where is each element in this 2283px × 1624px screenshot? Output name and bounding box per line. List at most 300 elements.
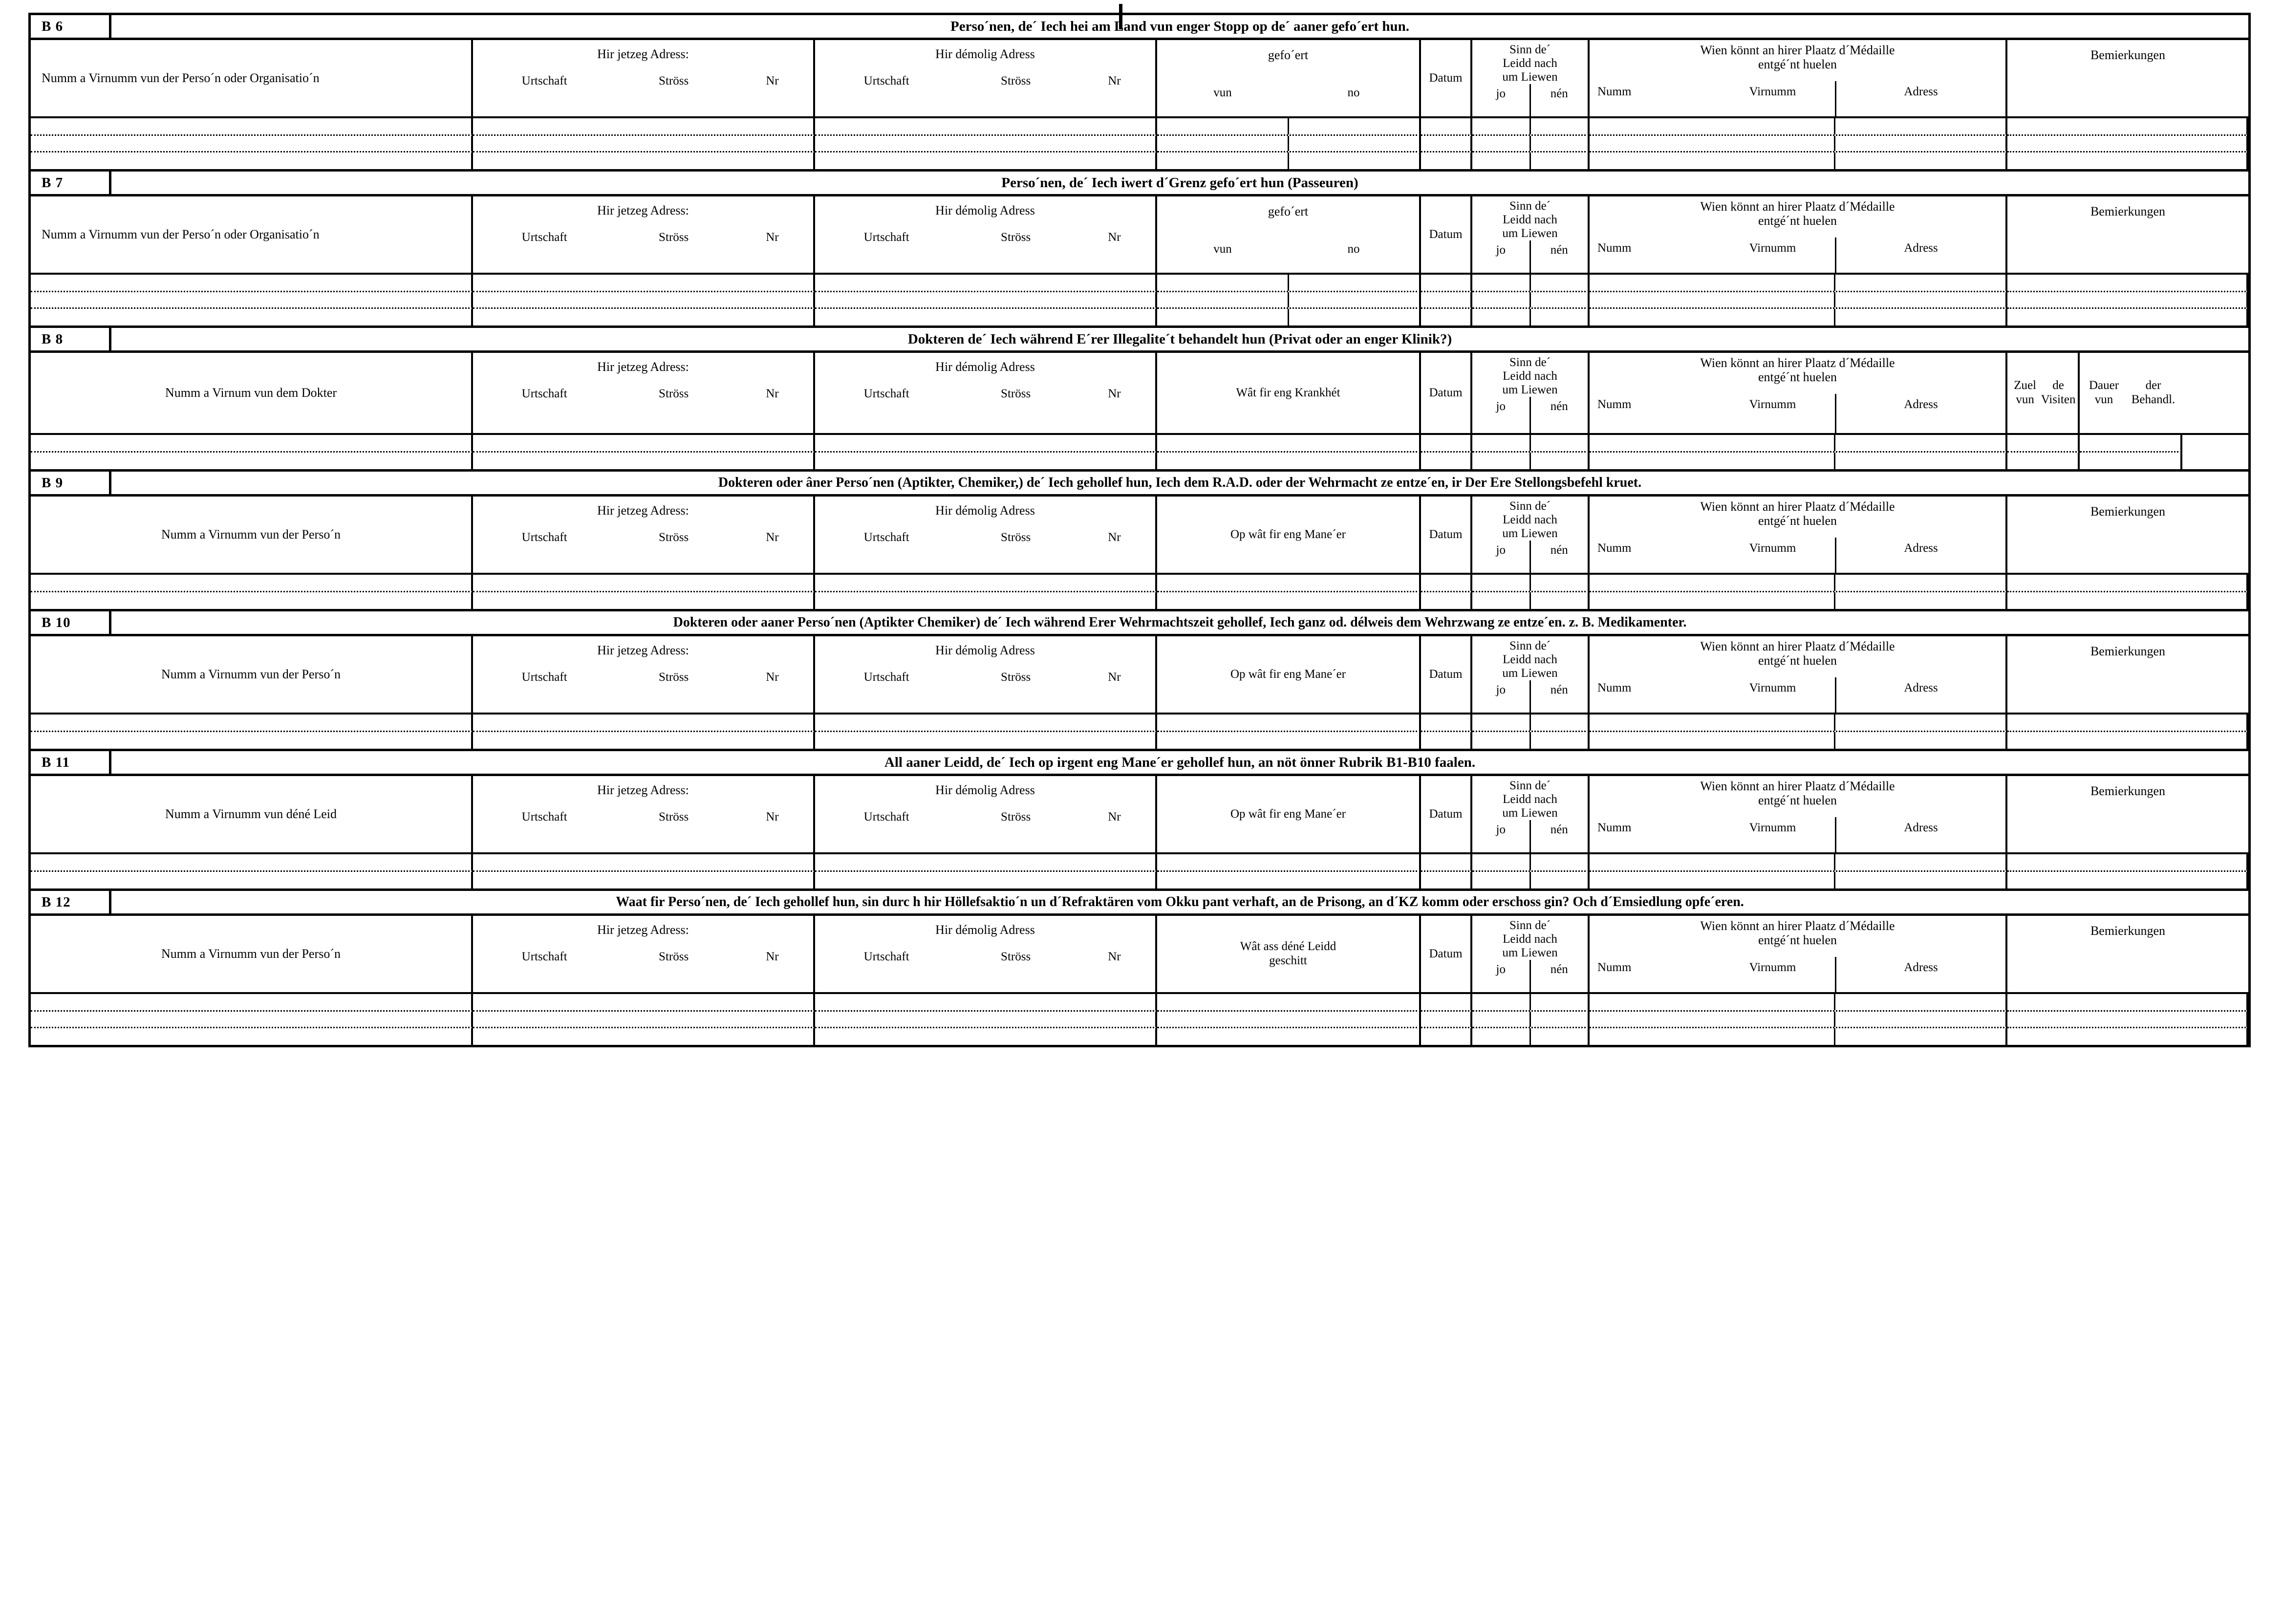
entry-datum[interactable] xyxy=(1421,453,1472,469)
entry-nr[interactable] xyxy=(1074,732,1155,749)
entry-zuel[interactable] xyxy=(2007,435,2080,453)
entry-stross[interactable] xyxy=(616,453,732,469)
entry-wien-adress[interactable] xyxy=(1834,435,2005,451)
entry-urtschaft[interactable] xyxy=(815,592,958,609)
entry-urtschaft[interactable] xyxy=(473,994,616,1010)
entry-stross[interactable] xyxy=(616,575,732,591)
entry-stross[interactable] xyxy=(958,118,1074,134)
entry-former-address[interactable] xyxy=(815,453,1157,469)
entry-medal-recipient[interactable] xyxy=(1590,435,2007,453)
entry-alive-status[interactable] xyxy=(1472,118,1590,136)
entry-former-address[interactable] xyxy=(815,309,1157,325)
entry-former-address[interactable] xyxy=(815,592,1157,609)
entry-urtschaft[interactable] xyxy=(815,732,958,749)
entry-datum[interactable] xyxy=(1421,435,1472,453)
entry-wien-numm[interactable] xyxy=(1590,575,1710,591)
entry-bemierkungen[interactable] xyxy=(2007,136,2248,152)
entry-urtschaft[interactable] xyxy=(815,872,958,888)
entry-alive-status[interactable] xyxy=(1472,732,1590,749)
entry-medal-recipient[interactable] xyxy=(1590,732,2007,749)
entry-wien-adress[interactable] xyxy=(1834,732,2005,749)
entry-wien-virnumm[interactable] xyxy=(1710,118,1834,134)
entry-current-address[interactable] xyxy=(473,592,815,609)
entry-current-address[interactable] xyxy=(473,732,815,749)
entry-detail[interactable] xyxy=(1157,854,1421,872)
entry-nr[interactable] xyxy=(1074,1012,1155,1027)
entry-detail[interactable] xyxy=(1157,118,1421,136)
entry-wien-virnumm[interactable] xyxy=(1710,592,1834,609)
entry-name[interactable] xyxy=(31,872,473,888)
entry-nr[interactable] xyxy=(1074,118,1155,134)
entry-detail[interactable] xyxy=(1157,152,1421,169)
entry-wien-adress[interactable] xyxy=(1834,1012,2005,1027)
entry-urtschaft[interactable] xyxy=(815,136,958,151)
entry-row[interactable] xyxy=(31,275,2248,292)
entry-stross[interactable] xyxy=(616,152,732,169)
entry-former-address[interactable] xyxy=(815,292,1157,309)
entry-nr[interactable] xyxy=(732,715,813,731)
entry-wien-numm[interactable] xyxy=(1590,872,1710,888)
entry-stross[interactable] xyxy=(958,854,1074,870)
entry-stross[interactable] xyxy=(616,275,732,291)
entry-nr[interactable] xyxy=(732,872,813,888)
entry-wien-virnumm[interactable] xyxy=(1710,715,1834,731)
entry-from[interactable] xyxy=(1157,309,1288,325)
entry-current-address[interactable] xyxy=(473,118,815,136)
entry-detail[interactable] xyxy=(1157,435,1421,453)
entry-stross[interactable] xyxy=(958,715,1074,731)
entry-alive-status[interactable] xyxy=(1472,152,1590,169)
entry-to[interactable] xyxy=(1288,309,1420,325)
entry-current-address[interactable] xyxy=(473,994,815,1012)
entry-row[interactable] xyxy=(31,136,2248,152)
entry-wien-virnumm[interactable] xyxy=(1710,152,1834,169)
entry-current-address[interactable] xyxy=(473,872,815,888)
entry-urtschaft[interactable] xyxy=(473,152,616,169)
entry-former-address[interactable] xyxy=(815,1028,1157,1045)
entry-alive-yes[interactable] xyxy=(1472,732,1529,749)
entry-medal-recipient[interactable] xyxy=(1590,854,2007,872)
entry-bemierkungen[interactable] xyxy=(2007,575,2248,592)
entry-name[interactable] xyxy=(31,292,473,309)
entry-alive-yes[interactable] xyxy=(1472,152,1529,169)
entry-name[interactable] xyxy=(31,1028,473,1045)
entry-bemierkungen[interactable] xyxy=(2007,732,2248,749)
entry-wien-virnumm[interactable] xyxy=(1710,732,1834,749)
entry-to[interactable] xyxy=(1288,118,1420,134)
entry-urtschaft[interactable] xyxy=(815,152,958,169)
entry-stross[interactable] xyxy=(958,1028,1074,1045)
entry-wien-numm[interactable] xyxy=(1590,1028,1710,1045)
entry-medal-recipient[interactable] xyxy=(1590,275,2007,292)
entry-alive-yes[interactable] xyxy=(1472,435,1529,451)
entry-name[interactable] xyxy=(31,1012,473,1028)
entry-stross[interactable] xyxy=(616,136,732,151)
entry-alive-status[interactable] xyxy=(1472,136,1590,152)
entry-stross[interactable] xyxy=(616,732,732,749)
entry-from[interactable] xyxy=(1157,118,1288,134)
entry-urtschaft[interactable] xyxy=(815,292,958,307)
entry-to[interactable] xyxy=(1288,136,1420,151)
entry-alive-no[interactable] xyxy=(1529,592,1588,609)
entry-stross[interactable] xyxy=(958,136,1074,151)
entry-alive-yes[interactable] xyxy=(1472,1028,1529,1045)
entry-alive-yes[interactable] xyxy=(1472,275,1529,291)
entry-current-address[interactable] xyxy=(473,715,815,732)
entry-medal-recipient[interactable] xyxy=(1590,292,2007,309)
entry-row[interactable] xyxy=(31,292,2248,309)
entry-current-address[interactable] xyxy=(473,1028,815,1045)
entry-former-address[interactable] xyxy=(815,118,1157,136)
entry-urtschaft[interactable] xyxy=(473,1028,616,1045)
entry-name[interactable] xyxy=(31,453,473,469)
entry-wien-virnumm[interactable] xyxy=(1710,1012,1834,1027)
entry-row[interactable] xyxy=(31,1028,2248,1045)
entry-alive-status[interactable] xyxy=(1472,275,1590,292)
entry-medal-recipient[interactable] xyxy=(1590,715,2007,732)
entry-urtschaft[interactable] xyxy=(473,872,616,888)
entry-urtschaft[interactable] xyxy=(473,275,616,291)
entry-bemierkungen[interactable] xyxy=(2007,854,2248,872)
entry-urtschaft[interactable] xyxy=(815,715,958,731)
entry-wien-virnumm[interactable] xyxy=(1710,872,1834,888)
entry-wien-virnumm[interactable] xyxy=(1710,1028,1834,1045)
entry-urtschaft[interactable] xyxy=(815,1028,958,1045)
entry-wien-adress[interactable] xyxy=(1834,309,2005,325)
entry-wien-virnumm[interactable] xyxy=(1710,292,1834,307)
entry-urtschaft[interactable] xyxy=(815,309,958,325)
entry-name[interactable] xyxy=(31,152,473,169)
entry-stross[interactable] xyxy=(616,1028,732,1045)
entry-from[interactable] xyxy=(1157,152,1288,169)
entry-datum[interactable] xyxy=(1421,152,1472,169)
entry-urtschaft[interactable] xyxy=(473,136,616,151)
entry-datum[interactable] xyxy=(1421,292,1472,309)
entry-former-address[interactable] xyxy=(815,732,1157,749)
entry-detail[interactable] xyxy=(1157,575,1421,592)
entry-alive-yes[interactable] xyxy=(1472,592,1529,609)
entry-alive-status[interactable] xyxy=(1472,592,1590,609)
entry-datum[interactable] xyxy=(1421,732,1472,749)
entry-detail[interactable] xyxy=(1157,872,1421,888)
entry-nr[interactable] xyxy=(1074,136,1155,151)
entry-bemierkungen[interactable] xyxy=(2007,118,2248,136)
entry-wien-numm[interactable] xyxy=(1590,453,1710,469)
entry-datum[interactable] xyxy=(1421,275,1472,292)
entry-nr[interactable] xyxy=(1074,275,1155,291)
entry-wien-virnumm[interactable] xyxy=(1710,275,1834,291)
entry-name[interactable] xyxy=(31,715,473,732)
entry-stross[interactable] xyxy=(958,592,1074,609)
entry-nr[interactable] xyxy=(732,435,813,451)
entry-urtschaft[interactable] xyxy=(815,275,958,291)
entry-stross[interactable] xyxy=(958,994,1074,1010)
entry-datum[interactable] xyxy=(1421,715,1472,732)
entry-former-address[interactable] xyxy=(815,994,1157,1012)
entry-current-address[interactable] xyxy=(473,275,815,292)
entry-row[interactable] xyxy=(31,592,2248,609)
entry-stross[interactable] xyxy=(616,118,732,134)
entry-alive-status[interactable] xyxy=(1472,872,1590,888)
entry-alive-yes[interactable] xyxy=(1472,453,1529,469)
entry-name[interactable] xyxy=(31,309,473,325)
entry-alive-yes[interactable] xyxy=(1472,136,1529,151)
entry-wien-numm[interactable] xyxy=(1590,136,1710,151)
entry-wien-adress[interactable] xyxy=(1834,118,2005,134)
entry-wien-adress[interactable] xyxy=(1834,575,2005,591)
entry-medal-recipient[interactable] xyxy=(1590,453,2007,469)
entry-nr[interactable] xyxy=(1074,854,1155,870)
entry-nr[interactable] xyxy=(1074,435,1155,451)
entry-wien-virnumm[interactable] xyxy=(1710,435,1834,451)
entry-bemierkungen[interactable] xyxy=(2007,275,2248,292)
entry-bemierkungen[interactable] xyxy=(2007,309,2248,325)
entry-nr[interactable] xyxy=(1074,872,1155,888)
entry-detail[interactable] xyxy=(1157,994,1421,1012)
entry-alive-status[interactable] xyxy=(1472,994,1590,1012)
entry-urtschaft[interactable] xyxy=(815,1012,958,1027)
entry-detail[interactable] xyxy=(1157,309,1421,325)
entry-name[interactable] xyxy=(31,575,473,592)
entry-alive-no[interactable] xyxy=(1529,732,1588,749)
entry-wien-numm[interactable] xyxy=(1590,854,1710,870)
entry-to[interactable] xyxy=(1288,152,1420,169)
entry-alive-yes[interactable] xyxy=(1472,854,1529,870)
entry-wien-virnumm[interactable] xyxy=(1710,575,1834,591)
entry-wien-adress[interactable] xyxy=(1834,152,2005,169)
entry-alive-no[interactable] xyxy=(1529,309,1588,325)
entry-datum[interactable] xyxy=(1421,854,1472,872)
entry-stross[interactable] xyxy=(958,435,1074,451)
entry-former-address[interactable] xyxy=(815,715,1157,732)
entry-to[interactable] xyxy=(1288,292,1420,307)
entry-alive-status[interactable] xyxy=(1472,435,1590,453)
entry-detail[interactable] xyxy=(1157,1012,1421,1028)
entry-alive-status[interactable] xyxy=(1472,715,1590,732)
entry-alive-no[interactable] xyxy=(1529,1028,1588,1045)
entry-urtschaft[interactable] xyxy=(815,854,958,870)
entry-wien-adress[interactable] xyxy=(1834,136,2005,151)
entry-row[interactable] xyxy=(31,872,2248,888)
entry-current-address[interactable] xyxy=(473,435,815,453)
entry-current-address[interactable] xyxy=(473,854,815,872)
entry-urtschaft[interactable] xyxy=(473,854,616,870)
entry-alive-yes[interactable] xyxy=(1472,872,1529,888)
entry-alive-no[interactable] xyxy=(1529,152,1588,169)
entry-urtschaft[interactable] xyxy=(473,453,616,469)
entry-name[interactable] xyxy=(31,435,473,453)
entry-urtschaft[interactable] xyxy=(815,435,958,451)
entry-urtschaft[interactable] xyxy=(815,575,958,591)
entry-urtschaft[interactable] xyxy=(473,1012,616,1027)
entry-nr[interactable] xyxy=(732,1012,813,1027)
entry-stross[interactable] xyxy=(958,453,1074,469)
entry-datum[interactable] xyxy=(1421,592,1472,609)
entry-urtschaft[interactable] xyxy=(815,453,958,469)
entry-datum[interactable] xyxy=(1421,994,1472,1012)
entry-detail[interactable] xyxy=(1157,453,1421,469)
entry-bemierkungen[interactable] xyxy=(2007,292,2248,309)
entry-bemierkungen[interactable] xyxy=(2007,1012,2248,1028)
entry-nr[interactable] xyxy=(732,152,813,169)
entry-urtschaft[interactable] xyxy=(473,592,616,609)
entry-alive-yes[interactable] xyxy=(1472,309,1529,325)
entry-row[interactable] xyxy=(31,575,2248,592)
entry-from[interactable] xyxy=(1157,292,1288,307)
entry-bemierkungen[interactable] xyxy=(2007,872,2248,888)
entry-wien-numm[interactable] xyxy=(1590,152,1710,169)
entry-nr[interactable] xyxy=(732,592,813,609)
entry-wien-numm[interactable] xyxy=(1590,309,1710,325)
entry-urtschaft[interactable] xyxy=(815,118,958,134)
entry-urtschaft[interactable] xyxy=(473,732,616,749)
entry-alive-no[interactable] xyxy=(1529,118,1588,134)
entry-stross[interactable] xyxy=(616,292,732,307)
entry-wien-adress[interactable] xyxy=(1834,453,2005,469)
entry-stross[interactable] xyxy=(616,994,732,1010)
entry-alive-yes[interactable] xyxy=(1472,715,1529,731)
entry-datum[interactable] xyxy=(1421,136,1472,152)
entry-wien-numm[interactable] xyxy=(1590,292,1710,307)
entry-wien-numm[interactable] xyxy=(1590,715,1710,731)
entry-medal-recipient[interactable] xyxy=(1590,136,2007,152)
entry-urtschaft[interactable] xyxy=(473,309,616,325)
entry-wien-adress[interactable] xyxy=(1834,1028,2005,1045)
entry-nr[interactable] xyxy=(732,136,813,151)
entry-current-address[interactable] xyxy=(473,152,815,169)
entry-row[interactable] xyxy=(31,1012,2248,1028)
entry-current-address[interactable] xyxy=(473,136,815,152)
entry-wien-adress[interactable] xyxy=(1834,854,2005,870)
entry-stross[interactable] xyxy=(958,292,1074,307)
entry-bemierkungen[interactable] xyxy=(2007,152,2248,169)
entry-row[interactable] xyxy=(31,453,2248,469)
entry-row[interactable] xyxy=(31,118,2248,136)
entry-medal-recipient[interactable] xyxy=(1590,994,2007,1012)
entry-stross[interactable] xyxy=(616,309,732,325)
entry-wien-adress[interactable] xyxy=(1834,994,2005,1010)
entry-row[interactable] xyxy=(31,152,2248,169)
entry-stross[interactable] xyxy=(958,309,1074,325)
entry-alive-no[interactable] xyxy=(1529,575,1588,591)
entry-alive-no[interactable] xyxy=(1529,994,1588,1010)
entry-datum[interactable] xyxy=(1421,1028,1472,1045)
entry-nr[interactable] xyxy=(732,575,813,591)
entry-from[interactable] xyxy=(1157,275,1288,291)
entry-nr[interactable] xyxy=(732,292,813,307)
entry-bemierkungen[interactable] xyxy=(2007,1028,2248,1045)
entry-current-address[interactable] xyxy=(473,575,815,592)
entry-datum[interactable] xyxy=(1421,1012,1472,1028)
entry-wien-numm[interactable] xyxy=(1590,275,1710,291)
entry-stross[interactable] xyxy=(616,854,732,870)
entry-alive-no[interactable] xyxy=(1529,435,1588,451)
entry-alive-status[interactable] xyxy=(1472,309,1590,325)
entry-urtschaft[interactable] xyxy=(473,118,616,134)
entry-name[interactable] xyxy=(31,118,473,136)
entry-former-address[interactable] xyxy=(815,152,1157,169)
entry-stross[interactable] xyxy=(616,592,732,609)
entry-nr[interactable] xyxy=(1074,453,1155,469)
entry-former-address[interactable] xyxy=(815,275,1157,292)
entry-wien-virnumm[interactable] xyxy=(1710,309,1834,325)
entry-wien-numm[interactable] xyxy=(1590,1012,1710,1027)
entry-bemierkungen[interactable] xyxy=(2007,994,2248,1012)
entry-nr[interactable] xyxy=(1074,309,1155,325)
entry-row[interactable] xyxy=(31,732,2248,749)
entry-wien-adress[interactable] xyxy=(1834,715,2005,731)
entry-medal-recipient[interactable] xyxy=(1590,1012,2007,1028)
entry-detail[interactable] xyxy=(1157,592,1421,609)
entry-current-address[interactable] xyxy=(473,292,815,309)
entry-former-address[interactable] xyxy=(815,872,1157,888)
entry-stross[interactable] xyxy=(958,1012,1074,1027)
entry-nr[interactable] xyxy=(1074,575,1155,591)
entry-alive-yes[interactable] xyxy=(1472,292,1529,307)
entry-medal-recipient[interactable] xyxy=(1590,309,2007,325)
entry-alive-yes[interactable] xyxy=(1472,118,1529,134)
entry-wien-adress[interactable] xyxy=(1834,872,2005,888)
entry-medal-recipient[interactable] xyxy=(1590,872,2007,888)
entry-medal-recipient[interactable] xyxy=(1590,1028,2007,1045)
entry-nr[interactable] xyxy=(732,1028,813,1045)
entry-row[interactable] xyxy=(31,309,2248,325)
entry-nr[interactable] xyxy=(1074,715,1155,731)
entry-alive-no[interactable] xyxy=(1529,1012,1588,1027)
entry-urtschaft[interactable] xyxy=(473,575,616,591)
entry-name[interactable] xyxy=(31,732,473,749)
entry-urtschaft[interactable] xyxy=(473,292,616,307)
entry-stross[interactable] xyxy=(958,275,1074,291)
entry-alive-status[interactable] xyxy=(1472,854,1590,872)
entry-name[interactable] xyxy=(31,592,473,609)
entry-nr[interactable] xyxy=(732,275,813,291)
entry-stross[interactable] xyxy=(958,575,1074,591)
entry-row[interactable] xyxy=(31,994,2248,1012)
entry-datum[interactable] xyxy=(1421,309,1472,325)
entry-stross[interactable] xyxy=(958,732,1074,749)
entry-name[interactable] xyxy=(31,136,473,152)
entry-detail[interactable] xyxy=(1157,732,1421,749)
entry-former-address[interactable] xyxy=(815,435,1157,453)
entry-wien-adress[interactable] xyxy=(1834,275,2005,291)
entry-nr[interactable] xyxy=(1074,994,1155,1010)
entry-detail[interactable] xyxy=(1157,1028,1421,1045)
entry-alive-no[interactable] xyxy=(1529,275,1588,291)
entry-alive-no[interactable] xyxy=(1529,453,1588,469)
entry-former-address[interactable] xyxy=(815,136,1157,152)
entry-zuel[interactable] xyxy=(2007,453,2080,469)
entry-nr[interactable] xyxy=(1074,292,1155,307)
entry-alive-yes[interactable] xyxy=(1472,575,1529,591)
entry-alive-status[interactable] xyxy=(1472,575,1590,592)
entry-wien-numm[interactable] xyxy=(1590,994,1710,1010)
entry-stross[interactable] xyxy=(616,435,732,451)
entry-dauer[interactable] xyxy=(2080,435,2182,453)
entry-wien-adress[interactable] xyxy=(1834,292,2005,307)
entry-alive-no[interactable] xyxy=(1529,292,1588,307)
entry-urtschaft[interactable] xyxy=(473,715,616,731)
entry-from[interactable] xyxy=(1157,136,1288,151)
entry-to[interactable] xyxy=(1288,275,1420,291)
entry-nr[interactable] xyxy=(732,854,813,870)
entry-stross[interactable] xyxy=(958,152,1074,169)
entry-current-address[interactable] xyxy=(473,453,815,469)
entry-stross[interactable] xyxy=(616,715,732,731)
entry-medal-recipient[interactable] xyxy=(1590,152,2007,169)
entry-detail[interactable] xyxy=(1157,136,1421,152)
entry-datum[interactable] xyxy=(1421,872,1472,888)
